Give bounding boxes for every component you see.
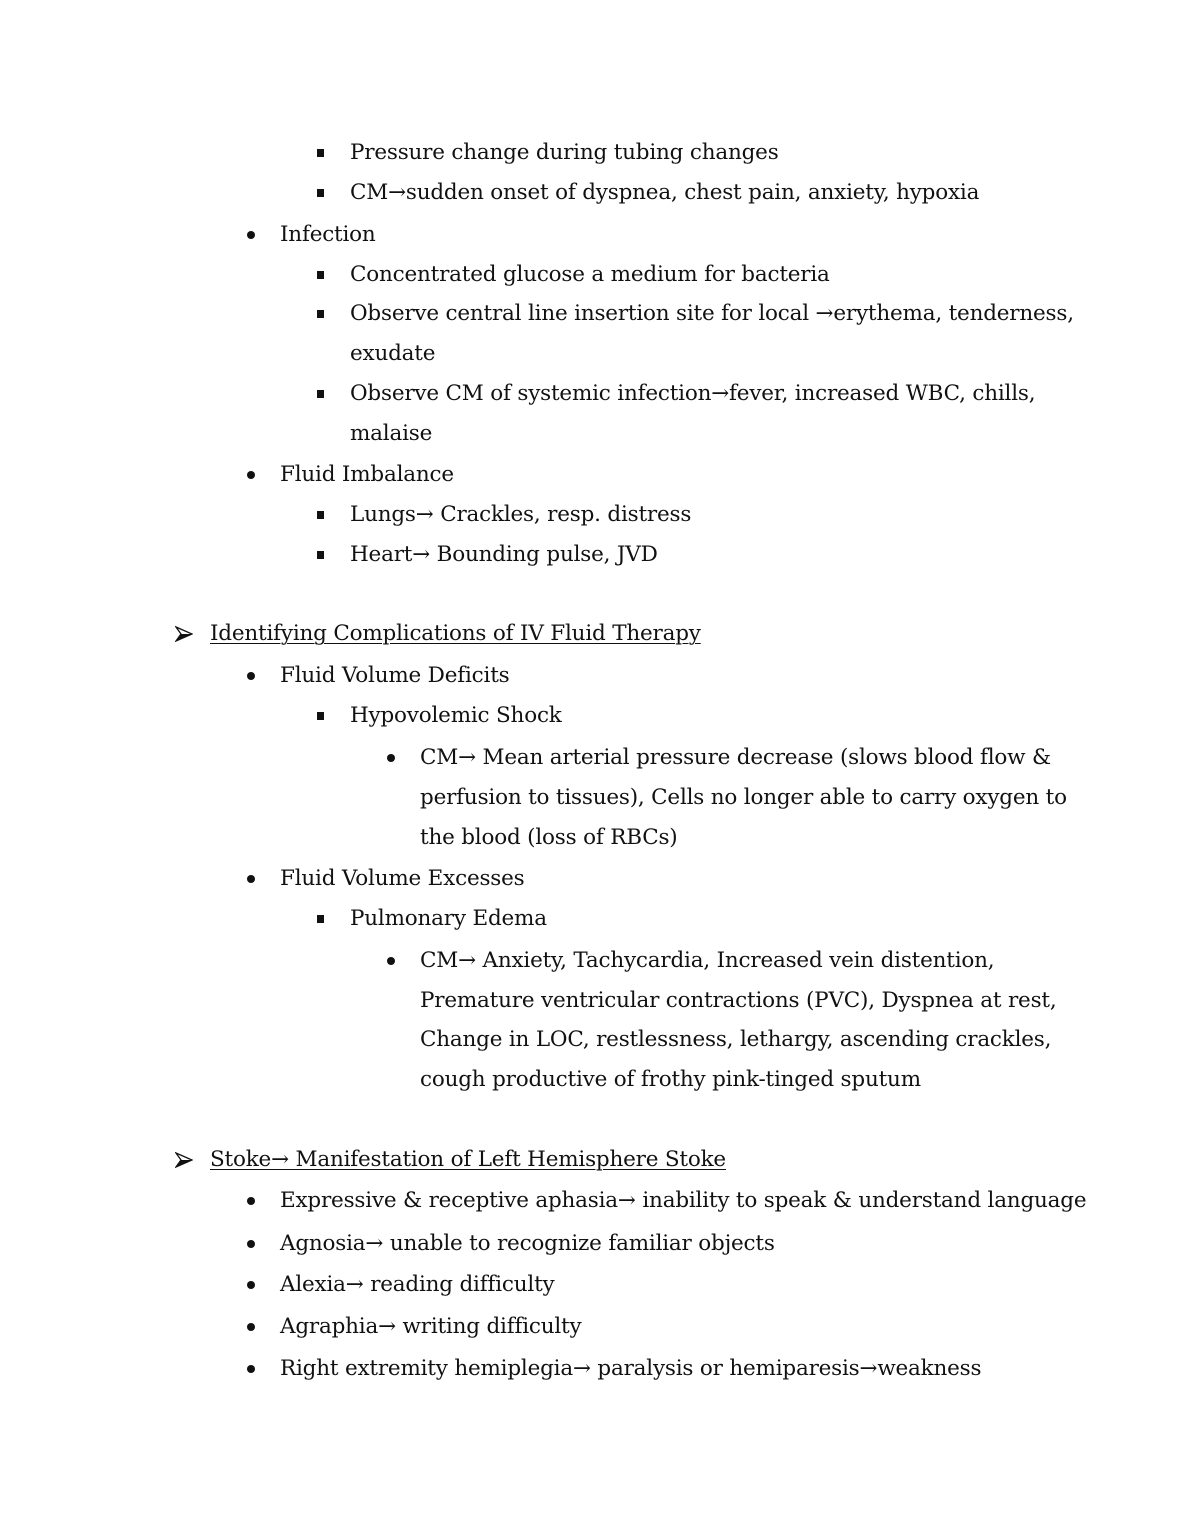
list-item: Observe CM of systemic infection→fever, increased WBC, chills, (350, 374, 1035, 414)
list-item: Observe central line insertion site for local →erythema, tenderness, (350, 294, 1074, 334)
square-bullet-icon (317, 271, 324, 279)
list-item: Fluid Imbalance (280, 455, 454, 495)
list-item: Pulmonary Edema (350, 899, 547, 939)
square-bullet-icon (317, 390, 324, 398)
list-item: CM→ Anxiety, Tachycardia, Increased vein distention, (420, 941, 994, 981)
list-item: Right extremity hemiplegia→ paralysis or hemiparesis→weakness (280, 1349, 981, 1389)
list-item-continuation: Change in LOC, restlessness, lethargy, ascending crackles, (420, 1027, 1052, 1052)
section-heading: Identifying Complications of IV Fluid Therapy (210, 614, 701, 654)
square-bullet-icon (317, 551, 324, 559)
square-bullet-icon (317, 310, 324, 318)
round-bullet-icon (387, 957, 395, 965)
list-item-continuation: perfusion to tissues), Cells no longer able to carry oxygen to (420, 785, 1067, 810)
list-item: Agraphia→ writing difficulty (280, 1307, 581, 1347)
list-item: Alexia→ reading difficulty (280, 1265, 554, 1305)
list-item-continuation: exudate (350, 341, 436, 366)
list-item-continuation: malaise (350, 421, 433, 446)
list-item: CM→sudden onset of dyspnea, chest pain, anxiety, hypoxia (350, 173, 979, 213)
arrowhead-bullet-icon (175, 625, 193, 643)
list-item-continuation: the blood (loss of RBCs) (420, 825, 678, 850)
section-heading: Stoke→ Manifestation of Left Hemisphere Stoke (210, 1140, 726, 1180)
round-bullet-icon (247, 471, 255, 479)
list-item: Agnosia→ unable to recognize familiar objects (280, 1224, 775, 1264)
list-item: Lungs→ Crackles, resp. distress (350, 495, 691, 535)
round-bullet-icon (247, 875, 255, 883)
list-item-continuation: cough productive of frothy pink-tinged sputum (420, 1067, 921, 1092)
square-bullet-icon (317, 915, 324, 923)
square-bullet-icon (317, 189, 324, 197)
round-bullet-icon (247, 231, 255, 239)
list-item: Fluid Volume Excesses (280, 859, 525, 899)
arrowhead-bullet-icon (175, 1151, 193, 1169)
list-item: Expressive & receptive aphasia→ inability to speak & understand language (280, 1181, 1086, 1221)
round-bullet-icon (247, 1240, 255, 1248)
round-bullet-icon (247, 1365, 255, 1373)
square-bullet-icon (317, 149, 324, 157)
round-bullet-icon (247, 672, 255, 680)
square-bullet-icon (317, 511, 324, 519)
round-bullet-icon (387, 754, 395, 762)
round-bullet-icon (247, 1281, 255, 1289)
list-item: Hypovolemic Shock (350, 696, 562, 736)
square-bullet-icon (317, 712, 324, 720)
list-item-continuation: Premature ventricular contractions (PVC), Dyspnea at rest, (420, 988, 1057, 1013)
list-item: Heart→ Bounding pulse, JVD (350, 535, 658, 575)
list-item: Infection (280, 215, 376, 255)
round-bullet-icon (247, 1197, 255, 1205)
list-item: Pressure change during tubing changes (350, 133, 779, 173)
list-item: Concentrated glucose a medium for bacteria (350, 255, 830, 295)
list-item: CM→ Mean arterial pressure decrease (slows blood flow & (420, 738, 1051, 778)
round-bullet-icon (247, 1323, 255, 1331)
list-item: Fluid Volume Deficits (280, 656, 509, 696)
